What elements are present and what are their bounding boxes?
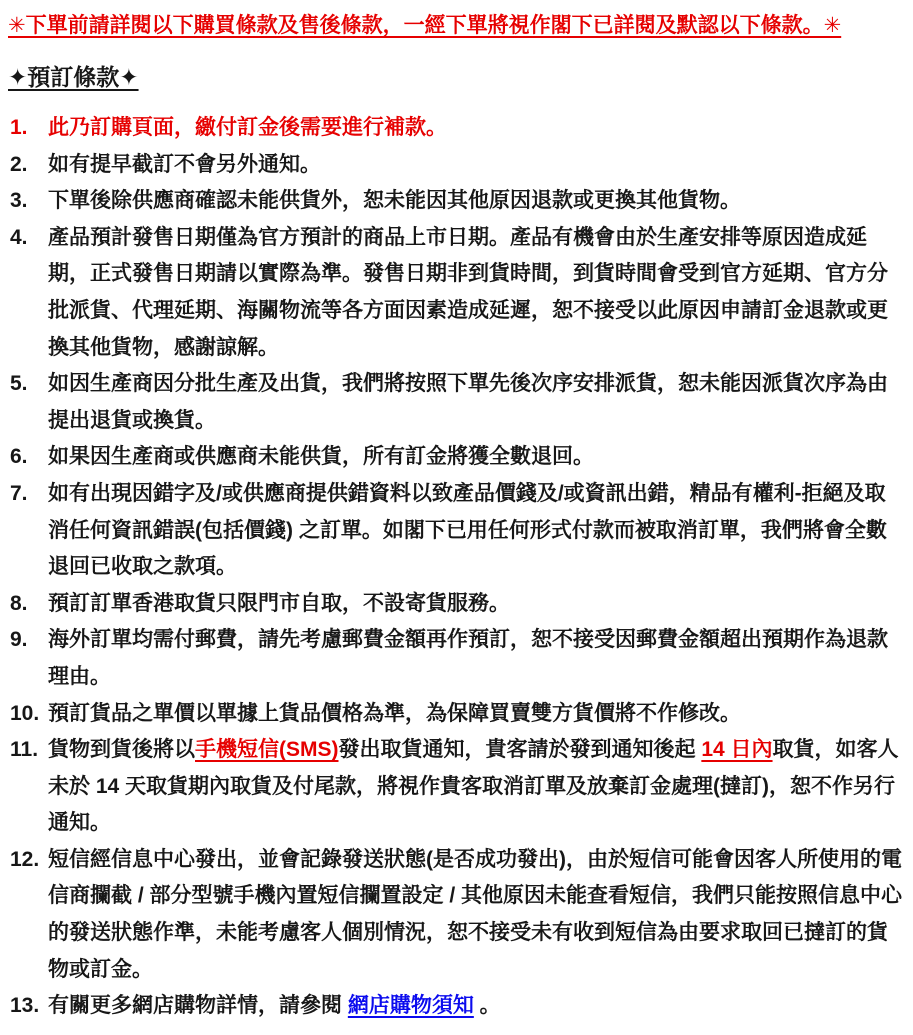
term-number: 8. — [10, 591, 28, 615]
term-text: 海外訂單均需付郵費，請先考慮郵費金額再作預訂，恕不接受因郵費金額超出預期作為退款理由。 — [48, 628, 888, 688]
term-item — [8, 842, 905, 988]
term-text: 產品預計發售日期僅為官方預計的商品上市日期。產品有機會由於生產安排等原因造成延期，正式發售日期請以實際為準。發售日期非到貨時間，到貨時間會受到官方延期、官方分批派貨、代理延期、海關物流等各方面因素造成延遲，恕不接受以此原因申請訂金退款或更換其他貨物，感謝諒解。 — [48, 225, 888, 359]
term-number: 12. — [10, 847, 40, 871]
term-item — [8, 586, 905, 623]
term-number: 9. — [10, 628, 28, 652]
term-text: 如果因生產商或供應商未能供貨，所有訂金將獲全數退回。 — [48, 445, 594, 469]
term-text: 如有提早截訂不會另外通知。 — [48, 152, 321, 176]
purchase-warning-banner: ✳下單前請詳閱以下購買條款及售後條款，一經下單將視作閣下已詳閱及默認以下條款。✳ — [8, 14, 842, 37]
term-number: 3. — [10, 189, 28, 213]
term-number: 13. — [10, 994, 40, 1018]
term-number: 5. — [10, 372, 28, 396]
term-number: 6. — [10, 445, 28, 469]
term-item — [8, 439, 905, 476]
term-item — [8, 622, 905, 695]
term-text: 14 日內 — [701, 738, 773, 762]
term-number: 11. — [10, 738, 39, 762]
term-text: 如有出現因錯字及/或供應商提供錯資料以致產品價錢及/或資訊出錯，精品有權利-拒絕及取消任何資訊錯誤(包括價錢) 之訂單。如閣下已用任何形式付款而被取消訂單，我們將會全數退回已收取之款項。 — [48, 481, 887, 579]
term-text: 預訂訂單香港取貨只限門市自取，不設寄貨服務。 — [48, 591, 510, 615]
term-item — [8, 183, 905, 220]
term-item — [8, 988, 905, 1025]
term-item — [8, 366, 905, 439]
term-text: 此乃訂購頁面，繳付訂金後需要進行補款。 — [48, 116, 447, 139]
term-text: 下單後除供應商確認未能供貨外，恕未能因其他原因退款或更換其他貨物。 — [48, 189, 741, 213]
term-number: 1. — [10, 116, 28, 139]
term-text: 貨物到貨後將以 — [48, 738, 195, 762]
term-text: 手機短信(SMS) — [195, 738, 339, 762]
term-item — [8, 110, 905, 147]
term-number: 7. — [10, 481, 28, 505]
terms-list — [8, 110, 905, 1025]
term-item — [8, 476, 905, 586]
term-text: 預訂貨品之單價以單據上貨品價格為準，為保障買賣雙方貨價將不作修改。 — [48, 701, 741, 725]
term-text: 有關更多網店購物詳情，請參閱 — [48, 994, 348, 1018]
term-item — [8, 732, 905, 842]
term-number: 4. — [10, 225, 28, 249]
store-shopping-notice-link[interactable]: 網店購物須知 — [347, 994, 474, 1018]
term-text: 短信經信息中心發出，並會記錄發送狀態(是否成功發出)，由於短信可能會因客人所使用的電信商攔截 / 部分型號手機內置短信攔置設定 / 其他原因未能查看短信，我們只能按照信息中心的發送狀態作準，未能考慮客人個別情況，恕不接受未有收到短信為由要求取回已撻訂的貨物或訂金。 — [48, 847, 903, 981]
term-number: 10. — [10, 701, 40, 725]
term-item — [8, 220, 905, 366]
preorder-terms-heading: ✦預訂條款✦ — [8, 64, 139, 90]
term-item — [8, 147, 905, 184]
term-text: 如因生產商因分批生產及出貨，我們將按照下單先後次序安排派貨，恕未能因派貨次序為由提出退貨或換貨。 — [48, 372, 888, 432]
term-text: 取貨，如客人未於 14 天取貨期內取貨及付尾款，將視作貴客取消訂單及放棄訂金處理(撻訂)，恕不作另行通知。 — [48, 738, 899, 835]
term-text: 。 — [473, 994, 501, 1018]
term-text: 發出取貨通知，貴客請於發到通知後起 — [338, 738, 702, 762]
term-number: 2. — [10, 152, 28, 176]
term-item — [8, 696, 905, 733]
